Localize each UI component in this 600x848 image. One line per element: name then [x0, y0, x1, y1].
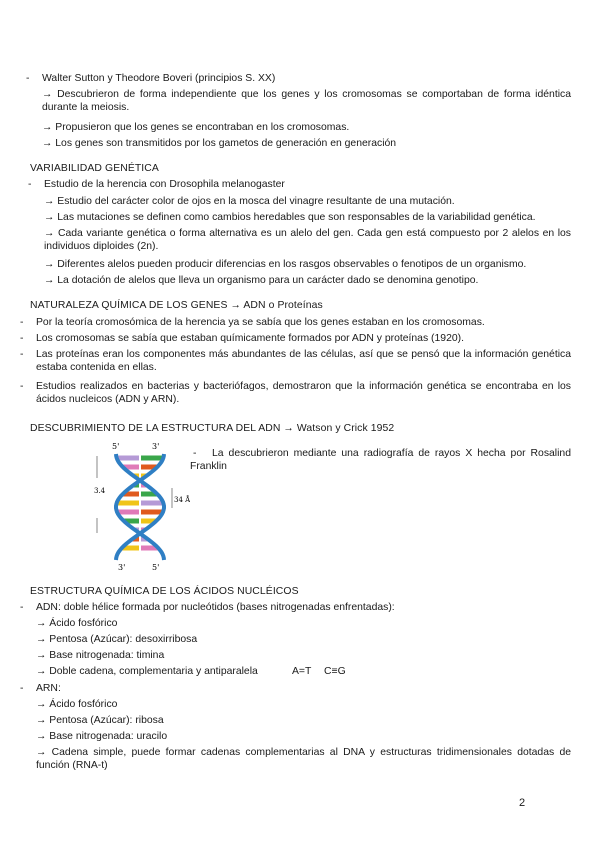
dna-double-helix-figure — [90, 438, 190, 573]
base-right — [141, 456, 163, 461]
variabilidad-point-2: → Las mutaciones se definen como cambios heredables que son responsables de la variabilidad genética. — [44, 212, 536, 223]
width-label: 34 Å — [174, 496, 190, 504]
descubrimiento-text: La descubrieron mediante una radiografía de rayos X hecha por Rosalind Franklin — [190, 448, 571, 472]
bullet: - — [20, 683, 24, 694]
heading-descubrimiento: DESCUBRIMIENTO DE LA ESTRUCTURA DEL ADN → Watson y Crick 1952 — [30, 423, 395, 434]
arn-title: ARN: — [36, 683, 61, 694]
three-prime-top-label: 3' — [152, 442, 160, 451]
base-right — [141, 501, 163, 506]
arn-point-2: → Pentosa (Azúcar): ribosa — [36, 715, 164, 726]
bullet: - — [26, 73, 30, 84]
bullet: - — [193, 448, 197, 459]
variabilidad-point-1: → Estudio del carácter color de ojos en la mosca del vinagre resultante de una mutación. — [44, 196, 455, 207]
variabilidad-item: Estudio de la herencia con Drosophila melanogaster — [44, 179, 285, 190]
pitch-label: 3.4 — [94, 487, 106, 495]
bullet: - — [28, 179, 32, 190]
base-left — [117, 456, 139, 461]
arn-point-3: → Base nitrogenada: uracilo — [36, 731, 168, 742]
variabilidad-point-4: → Diferentes alelos pueden producir diferencias en los rasgos observables o fenotipos de un organismo. — [44, 259, 527, 270]
bullet: - — [20, 333, 24, 344]
three-prime-bottom-label: 3' — [118, 563, 126, 572]
heading-estructura: ESTRUCTURA QUÍMICA DE LOS ÁCIDOS NUCLÉICOS — [30, 586, 299, 597]
pair-at: A=T — [292, 666, 312, 677]
sutton-point-1: → Descubrieron de forma independiente que los genes y los cromosomas se comportaban de forma idéntica durante la meiosis. — [42, 89, 571, 113]
five-prime-bottom-label: 5' — [152, 563, 160, 572]
adn-point-2: → Pentosa (Azúcar): desoxirribosa — [36, 634, 198, 645]
sutton-point-2: → Propusieron que los genes se encontraban en los cromosomas. — [42, 122, 350, 133]
arn-point-1: → Ácido fosfórico — [36, 699, 118, 710]
heading-naturaleza: NATURALEZA QUÍMICA DE LOS GENES → ADN o Proteínas — [30, 300, 323, 311]
heading-variabilidad: VARIABILIDAD GENÉTICA — [30, 163, 159, 174]
sutton-title: Walter Sutton y Theodore Boveri (principios S. XX) — [42, 73, 276, 84]
adn-point-1: → Ácido fosfórico — [36, 618, 118, 629]
variabilidad-point-3: → Cada variante genética o forma alternativa es un alelo del gen. Cada gen está compuesto por 2 alelos en los individuos diploides (2n). — [44, 228, 571, 252]
adn-point-3: → Base nitrogenada: timina — [36, 650, 165, 661]
variabilidad-point-5: → La dotación de alelos que lleva un organismo para un carácter dado se denomina genotipo. — [44, 275, 479, 286]
base-left — [117, 510, 139, 515]
base-right — [141, 510, 163, 515]
bullet: - — [20, 381, 24, 392]
bullet: - — [20, 349, 24, 360]
bullet: - — [20, 317, 24, 328]
base-left — [117, 501, 139, 506]
adn-point-4: → Doble cadena, complementaria y antiparalela — [36, 666, 258, 677]
naturaleza-item-1: Por la teoría cromosómica de la herencia ya se sabía que los genes estaban en los cromosomas. — [36, 317, 485, 328]
page-number: 2 — [519, 797, 526, 809]
five-prime-top-label: 5' — [112, 442, 120, 451]
naturaleza-item-2: Los cromosomas se sabía que estaban químicamente formados por ADN y proteínas (1920). — [36, 333, 464, 344]
bullet: - — [20, 602, 24, 613]
sutton-point-3: → Los genes son transmitidos por los gametos de generación en generación — [42, 138, 397, 149]
naturaleza-item-4: Estudios realizados en bacterias y bacteriófagos, demostraron que la información genética se encontraba en los ácidos nucleicos (ADN y ARN). — [36, 381, 571, 405]
naturaleza-item-3: Las proteínas eran los componentes más abundantes de las células, así que se pensó que la información genética estaba contenida en ellas. — [36, 349, 571, 373]
arn-point-4: → Cadena simple, puede formar cadenas complementarias al DNA y estructuras tridimensionales dotadas de función (RNA-t) — [36, 747, 571, 771]
pair-cg: C≡G — [324, 666, 346, 677]
adn-title: ADN: doble hélice formada por nucleótidos (bases nitrogenadas enfrentadas): — [36, 602, 395, 613]
